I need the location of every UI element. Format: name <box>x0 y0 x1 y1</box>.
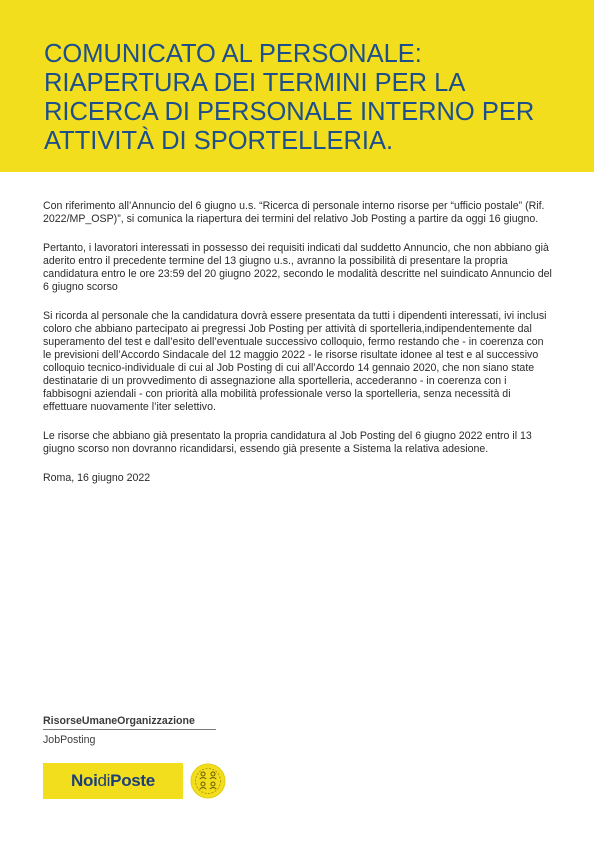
signoff <box>43 711 216 746</box>
header-band <box>0 0 594 172</box>
paragraph-2: Pertanto, i lavoratori interessati in possesso dei requisiti indicati dal suddetto Annuncio, che non abbiano già aderito entro il precedente termine del 13 giugno u.s., avranno la possibilità di presentare la propria candidatura entro le ore 23:59 del 20 giugno 2022, secondo le modalità descritte nel suindicato Annuncio del 6 giugno scorso <box>43 242 552 293</box>
logo-text-di: di <box>97 771 111 790</box>
department-unit: JobPosting <box>43 734 96 746</box>
people-network-icon <box>190 763 226 799</box>
document-body <box>43 200 553 501</box>
page-title: COMUNICATO AL PERSONALE: RIAPERTURA DEI TERMINI PER LA RICERCA DI PERSONALE INTERNO PER ATTIVITÀ DI SPORTELLERIA. <box>44 40 535 155</box>
date-line: Roma, 16 giugno 2022 <box>43 472 151 484</box>
logo-text-poste: Poste <box>110 771 155 790</box>
paragraph-4: Le risorse che abbiano già presentato la propria candidatura al Job Posting del 6 giugno 2022 entro il 13 giugno scorso non dovranno ricandidarsi, essendo già presente a Sistema la relativa adesione. <box>43 430 532 455</box>
department-name: RisorseUmaneOrganizzazione <box>43 715 216 730</box>
noidiposte-logo <box>43 763 183 799</box>
logo-text-noi: Noi <box>71 771 98 790</box>
paragraph-3: Si ricorda al personale che la candidatura dovrà essere presentata da tutti i dipendenti interessati, ivi inclusi coloro che abbiano partecipato ai pregressi Job Posting per attività di sportelleria,indipendentemente dal superamento del test e dall’esito dell’eventuale successivo colloquio, fermo restando che - in coerenza con le previsioni dell’Accordo Sindacale del 12 maggio 2022 - le risorse risultate idonee al test e al successivo colloquio tecnico-individuale di cui al Job Posting di cui all’Accordo 14 gennaio 2020, che non siano state destinatarie di un provvedimento di assegnazione alla sportelleria, accederanno - in coerenza con i fabbisogni aziendali - con priorità alla mobilità professionale verso la sportelleria, senza necessità di effettuare nuovamente l’iter selettivo. <box>43 310 547 413</box>
paragraph-1: Con riferimento all’Annuncio del 6 giugno u.s. “Ricerca di personale interno risorse per “ufficio postale” (Rif. 2022/MP_OSP)”, si comunica la riapertura dei termini del relativo Job Posting a partire da oggi 16 giugno. <box>43 200 545 225</box>
